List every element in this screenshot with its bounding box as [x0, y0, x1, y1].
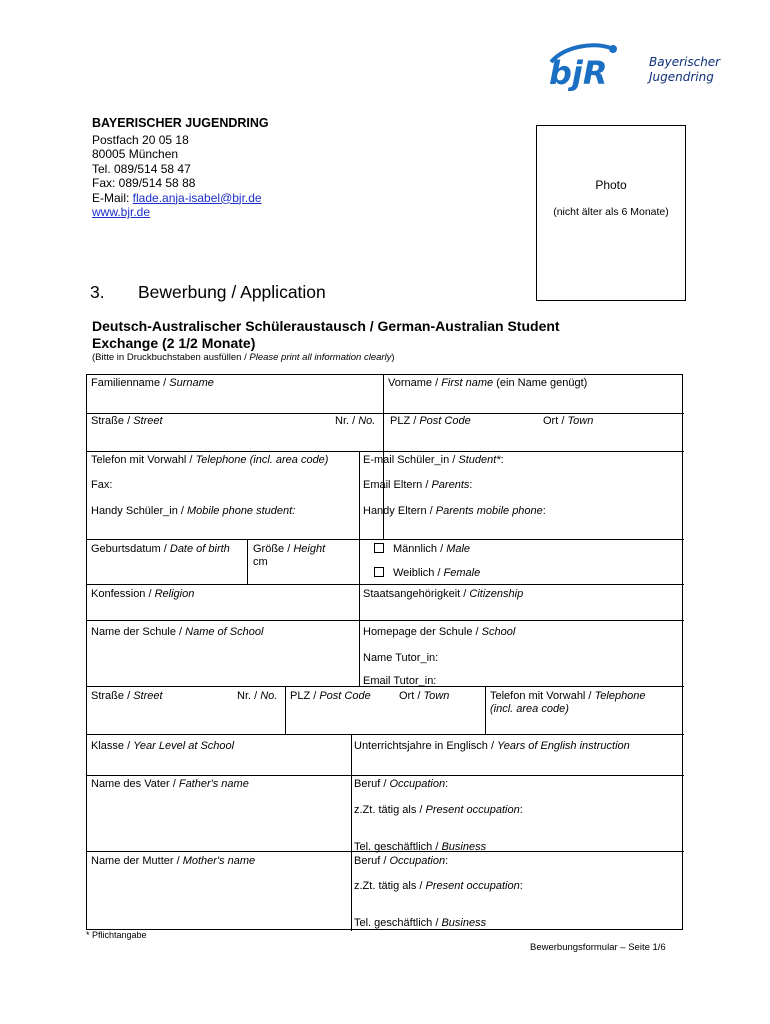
field-parents-email[interactable]: Email Eltern / Parents:	[363, 479, 473, 491]
field-father-occupation[interactable]: Beruf / Occupation:	[354, 778, 449, 790]
note-italic: Please print all information clearly	[249, 352, 392, 363]
field-surname[interactable]	[91, 377, 214, 390]
label-en: Mother's name	[182, 855, 256, 867]
field-town[interactable]	[543, 415, 593, 428]
label-de: Konfession /	[91, 588, 155, 600]
fax: Fax: 089/514 58 88	[92, 176, 196, 190]
label-de: Handy Eltern /	[363, 505, 436, 517]
label-de: Geburtsdatum /	[91, 543, 170, 555]
label-en: Street	[133, 415, 163, 427]
field-student-mobile[interactable]	[91, 505, 295, 518]
label-de: Email Eltern /	[363, 479, 432, 491]
email-label: E-Mail:	[92, 190, 133, 205]
male-checkbox[interactable]	[374, 543, 384, 553]
note-prefix: (Bitte in Druckbuchstaben ausfüllen /	[92, 352, 250, 363]
email-link[interactable]: flade.anja-isabel@bjr.de	[132, 190, 262, 205]
female-checkbox[interactable]	[374, 567, 384, 577]
field-father-present-occupation[interactable]: z.Zt. tätig als / Present occupation:	[354, 804, 523, 816]
label-de: Nr. /	[237, 690, 261, 702]
label-en: Year Level at School	[133, 740, 235, 752]
field-school-telephone[interactable]	[490, 690, 646, 703]
label-en: School	[481, 626, 516, 638]
label-de: Tel. geschäftlich /	[354, 917, 442, 929]
section-number: 3.	[90, 282, 105, 302]
label-en: No.	[358, 415, 376, 427]
field-student-email[interactable]: E-mail Schüler_in / Student*:	[363, 454, 504, 466]
logo-mark: bjR	[549, 54, 608, 92]
field-english-years[interactable]	[354, 740, 630, 753]
logo-line1: Bayerischer	[649, 55, 721, 69]
field-house-number[interactable]	[335, 415, 375, 428]
label-de: Klasse /	[91, 740, 134, 752]
label-en: Name of School	[185, 626, 264, 638]
field-mother-occupation[interactable]: Beruf / Occupation:	[354, 855, 449, 867]
label-de: Staatsangehörigkeit /	[363, 588, 470, 600]
field-mother-business-tel[interactable]	[354, 917, 486, 930]
height-unit: cm	[253, 556, 268, 568]
email-line	[92, 191, 269, 206]
fill-instructions	[92, 352, 395, 363]
field-tutor-name[interactable]: Name Tutor_in:	[363, 652, 439, 664]
field-religion[interactable]	[91, 588, 194, 601]
label-de: Familienname /	[91, 377, 170, 389]
field-school-street[interactable]	[91, 690, 163, 703]
field-height[interactable]	[253, 543, 325, 556]
label-note: (ein Name genügt)	[493, 377, 588, 389]
label-en: Telephone (incl. area code)	[195, 454, 329, 466]
required-note: * Pflichtangabe	[86, 930, 147, 940]
label-de: Größe /	[253, 543, 294, 555]
label-en: Parents mobile phone	[435, 505, 543, 517]
field-mother-name[interactable]	[91, 855, 255, 868]
logo-line2: Jugendring	[649, 70, 714, 84]
field-citizenship[interactable]	[363, 588, 523, 601]
phone: Tel. 089/514 58 47	[92, 161, 191, 176]
bjr-logo	[545, 40, 735, 100]
label-en: Student*	[458, 454, 501, 466]
subtitle-line1: Deutsch-Australischer Schüleraustausch / German-Australian Student	[92, 318, 560, 334]
label-en: Parents	[431, 479, 470, 491]
label-de: Name der Schule /	[91, 626, 186, 638]
field-father-business-tel[interactable]	[354, 841, 486, 854]
label-en: Mobile phone student:	[187, 505, 296, 517]
section-title: Bewerbung / Application	[138, 282, 326, 302]
label-de: Ort /	[399, 690, 424, 702]
label-en: Present occupation	[425, 880, 520, 892]
label-de: Weiblich /	[393, 567, 444, 579]
label-en: Business	[441, 917, 487, 929]
label-en: Citizenship	[469, 588, 524, 600]
label-en: (incl. area code)	[490, 703, 569, 715]
subtitle	[92, 318, 652, 352]
section-heading	[90, 282, 326, 303]
org-name: BAYERISCHER JUGENDRING	[92, 116, 269, 130]
label-en: Present occupation	[425, 804, 520, 816]
label-de: Straße /	[91, 690, 134, 702]
label-de: Handy Schüler_in /	[91, 505, 187, 517]
label-en: Post Code	[319, 690, 371, 702]
label-en: Father's name	[178, 778, 249, 790]
field-school-name[interactable]	[91, 626, 263, 639]
field-fax[interactable]	[91, 479, 112, 492]
photo-label: Photo	[595, 178, 627, 192]
label-de: Telefon mit Vorwahl /	[490, 690, 595, 702]
address-block	[92, 116, 269, 220]
label-de: Nr. /	[335, 415, 359, 427]
field-school-homepage[interactable]	[363, 626, 515, 639]
label-en: Surname	[169, 377, 214, 389]
address-line1: Postfach 20 05 18	[92, 132, 189, 147]
address-line2: 80005 München	[92, 147, 179, 161]
label-de: E-mail Schüler_in /	[363, 454, 459, 466]
label-de: Homepage der Schule /	[363, 626, 482, 638]
field-mother-present-occupation[interactable]: z.Zt. tätig als / Present occupation:	[354, 880, 523, 892]
subtitle-line2: Exchange (2 1/2 Monate)	[92, 335, 256, 351]
field-post-code[interactable]	[390, 415, 471, 428]
field-class[interactable]	[91, 740, 234, 753]
label-en: No.	[260, 690, 278, 702]
label-de: z.Zt. tätig als /	[354, 804, 426, 816]
field-school-town[interactable]	[399, 690, 449, 703]
field-firstname[interactable]	[388, 377, 587, 390]
page-number: Bewerbungsformular – Seite 1/6	[530, 942, 666, 953]
label-de: z.Zt. tätig als /	[354, 880, 426, 892]
label-en: Town	[567, 415, 594, 427]
field-school-house-number[interactable]	[237, 690, 277, 703]
note-suffix: )	[391, 352, 395, 363]
female-label	[393, 567, 480, 580]
label-de: Unterrichtsjahre in Englisch /	[354, 740, 498, 752]
label-en: Years of English instruction	[497, 740, 630, 752]
photo-box[interactable]	[536, 125, 686, 301]
label-en: Business	[441, 841, 487, 853]
field-telephone[interactable]	[91, 454, 328, 467]
label-en: Street	[133, 690, 163, 702]
photo-note: (nicht älter als 6 Monate)	[553, 206, 669, 218]
label-en: Occupation	[389, 855, 446, 867]
field-parents-mobile[interactable]: Handy Eltern / Parents mobile phone:	[363, 505, 546, 517]
label-en: Telephone	[594, 690, 646, 702]
label-en: Male	[446, 543, 471, 555]
label-de: Name des Vater /	[91, 778, 179, 790]
label-de: PLZ /	[390, 415, 420, 427]
application-form	[86, 374, 683, 930]
label-de: Fax:	[91, 479, 113, 491]
label-en: Town	[423, 690, 450, 702]
label-en: Religion	[154, 588, 195, 600]
label-de: Männlich /	[393, 543, 447, 555]
label-en: First name	[441, 377, 494, 389]
label-de: Beruf /	[354, 778, 390, 790]
label-de: Vorname /	[388, 377, 442, 389]
field-date-of-birth[interactable]	[91, 543, 230, 556]
field-tutor-email[interactable]: Email Tutor_in:	[363, 675, 437, 687]
field-father-name[interactable]	[91, 778, 249, 791]
website-link[interactable]: www.bjr.de	[92, 205, 151, 219]
label-de: Name der Mutter /	[91, 855, 183, 867]
label-de: Tel. geschäftlich /	[354, 841, 442, 853]
field-street[interactable]	[91, 415, 163, 428]
label-en: Height	[293, 543, 326, 555]
label-en: Date of birth	[169, 543, 230, 555]
field-school-post-code[interactable]	[290, 690, 371, 703]
label-en: Female	[443, 567, 481, 579]
school-telephone-note	[490, 703, 569, 716]
label-de: Ort /	[543, 415, 568, 427]
label-de: Telefon mit Vorwahl /	[91, 454, 196, 466]
label-en: Post Code	[419, 415, 471, 427]
label-de: Beruf /	[354, 855, 390, 867]
male-label	[393, 543, 470, 556]
label-de: PLZ /	[290, 690, 320, 702]
label-en: Occupation	[389, 778, 446, 790]
label-de: Straße /	[91, 415, 134, 427]
